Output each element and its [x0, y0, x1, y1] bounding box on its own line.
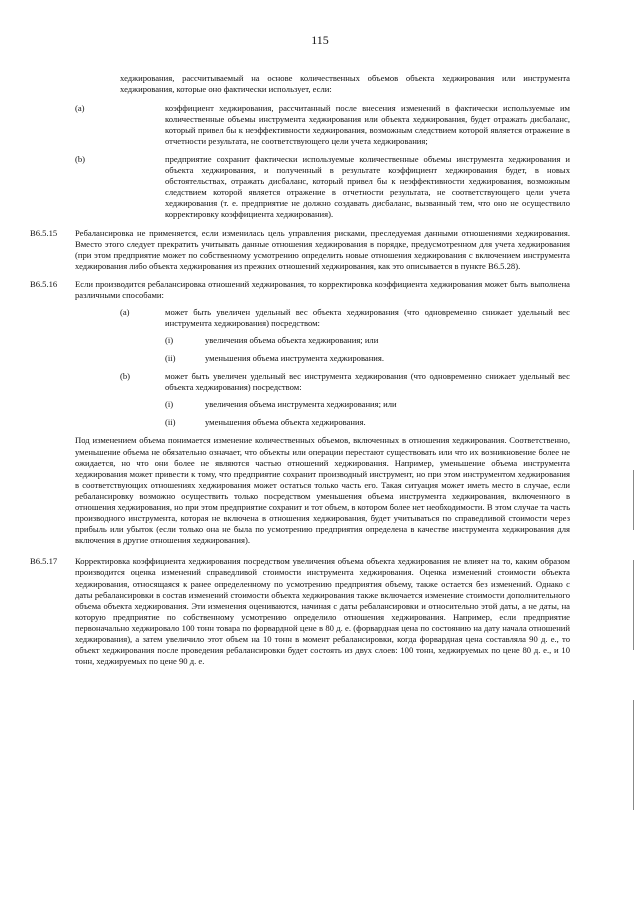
item-label: (a)	[75, 103, 85, 114]
intro-item-a	[30, 103, 570, 147]
paragraph-number: B6.5.15	[30, 228, 58, 239]
paragraph-text: Ребалансировка не применяется, если изменилась цель управления рисками, преследуемая данными отношениями хеджирования. Вместо этого следует прекратить учитывать данные отношения хеджирования в порядке, предусмотренном для учета хеджирования (при этом предприятие может по собственному усмотрению определить новые отношения хеджирования с включением инструмента хеджирования либо объекта хеджирования из прежних отношений хеджирования, как это описывается в пункте B6.5.28).	[75, 228, 570, 272]
item-text: может быть увеличен удельный вес объекта хеджирования (что одновременно снижает удельный вес инструмента хеджирования) посредством:	[165, 306, 570, 328]
scan-edge-mark	[633, 700, 634, 810]
paragraph-number: B6.5.17	[30, 556, 58, 567]
paragraph-text: Если производится ребалансировка отношений хеджирования, то корректировка коэффициента хеджирования может быть выполнена различными способами:	[75, 278, 570, 300]
paragraph-text: Корректировка коэффициента хеджирования посредством увеличения объема объекта хеджирования не влияет на то, каким образом производится оценка изменений справедливой стоимости инструмента хеджирования. Оценка изменений стоимости объекта хеджирования, относящаяся к ранее определенному по усмотрению предприятия объему, также остается без изменений. Однако с даты ребалансировки в состав изменений стоимости объекта хеджирования также включается изменение стоимости дополнительного объема объекта хеджирования. Эти изменения оцениваются, начиная с даты ребалансировки и относительно этой даты, а не даты, на которую предприятие по собственному усмотрению определило отношения хеджирования. Например, если предприятие первоначально хеджировало 100 тонн товара по форвардной цене в 80 д. е. (форвардная цена по состоянию на дату начала отношений хеджирования), а затем увеличило этот объем на 10 тонн в момент ребалансировки, когда форвардная цена составляла 90 д. е., то объект хеджирования после проведения ребалансировки будет состоять из двух слоев: 100 тонн, хеджируемых по цене 80 д. е., и 10 тонн, хеджируемых по цене 90 д. е.	[75, 556, 570, 667]
paragraph-b6-5-17	[30, 556, 570, 667]
item-text: предприятие сохранит фактически используемые количественные объемы инструмента хеджирования и объекта хеджирования, и полученный в результате коэффициент хеджирования будет, в новых обстоятельствах, отражать дисбаланс, который привел бы к неэффективности хеджирования, возможным следствием которой является отражение в отчетности результата, не соответствующего цели учета хеджирования (т. е. предприятие не должно создавать дисбаланс, вызванный тем, что оно не осуществило корректировку коэффициента хеджирования).	[165, 153, 570, 220]
item-label: (a)	[120, 306, 130, 317]
item-text: уменьшения объема объекта хеджирования.	[205, 417, 366, 428]
paragraph-number: B6.5.16	[30, 278, 58, 289]
item-text: уменьшения объема инструмента хеджирования.	[205, 352, 384, 363]
intro-paragraph: хеджирования, рассчитываемый на основе количественных объемов объекта хеджирования или инструмента хеджирования, которые оно фактически использует, если:	[120, 73, 570, 95]
document-body	[30, 73, 570, 673]
scan-edge-mark	[633, 470, 634, 530]
b6-5-16-item-b-i	[75, 399, 570, 410]
page-number: 115	[311, 33, 329, 47]
item-text: коэффициент хеджирования, рассчитанный после внесения изменений в фактически используемые им количественные объемы инструмента хеджирования или объекта хеджирования, будет отражать дисбаланс, который привел бы к неэффективности хеджирования, возможным следствием которой является отражение в отчетности результата, не соответствующего цели учета хеджирования;	[165, 103, 570, 147]
paragraph-b6-5-15	[30, 228, 570, 272]
paragraph-b6-5-16	[30, 279, 570, 301]
item-text: увеличения объема объекта хеджирования; или	[205, 334, 379, 345]
scan-edge-mark	[633, 560, 634, 650]
item-label: (b)	[120, 371, 131, 382]
b6-5-16-continuation: Под изменением объема понимается изменение количественных объемов, включенных в отношения хеджирования. Соответственно, уменьшение объема не обязательно означает, что объекты или операции перестают существовать или что их возникновение более не ожидается, но что они более не являются частью отношений хеджирования. Например, уменьшение объема инструмента хеджирования может привести к тому, что предприятие сохранит производный инструмент, но при этом инструментом хеджирования в соответствующих отношениях хеджирования может остаться только часть его. Такая ситуация может иметь место в случае, если ребалансировку возможно осуществить только посредством уменьшения объема инструмента хеджирования, включенного в отношения хеджирования, но при этом предприятие сохранит и тот объем, в котором более нет необходимости. В этом случае та часть производного инструмента, которая не включена в отношения хеджирования, будет учитываться по справедливой стоимости через прибыль или убыток (если только она не была по усмотрению предприятия определена в качестве инструмента хеджирования для включения в другие отношения хеджирования).	[75, 435, 570, 546]
intro-item-b	[30, 154, 570, 221]
item-label: (i)	[165, 334, 174, 345]
item-label: (b)	[75, 153, 86, 164]
b6-5-16-item-a-i	[75, 335, 570, 346]
b6-5-16-item-a-ii	[75, 353, 570, 364]
item-label: (ii)	[165, 417, 176, 428]
item-text: увеличения объема инструмента хеджирования; или	[205, 399, 397, 410]
b6-5-16-item-a	[75, 307, 570, 329]
b6-5-16-item-b	[75, 371, 570, 393]
item-text: может быть увеличен удельный вес инструмента хеджирования (что одновременно снижает удельный вес объекта хеджирования) посредством:	[165, 371, 570, 393]
item-label: (ii)	[165, 352, 176, 363]
b6-5-16-item-b-ii	[75, 417, 570, 428]
item-label: (i)	[165, 399, 174, 410]
